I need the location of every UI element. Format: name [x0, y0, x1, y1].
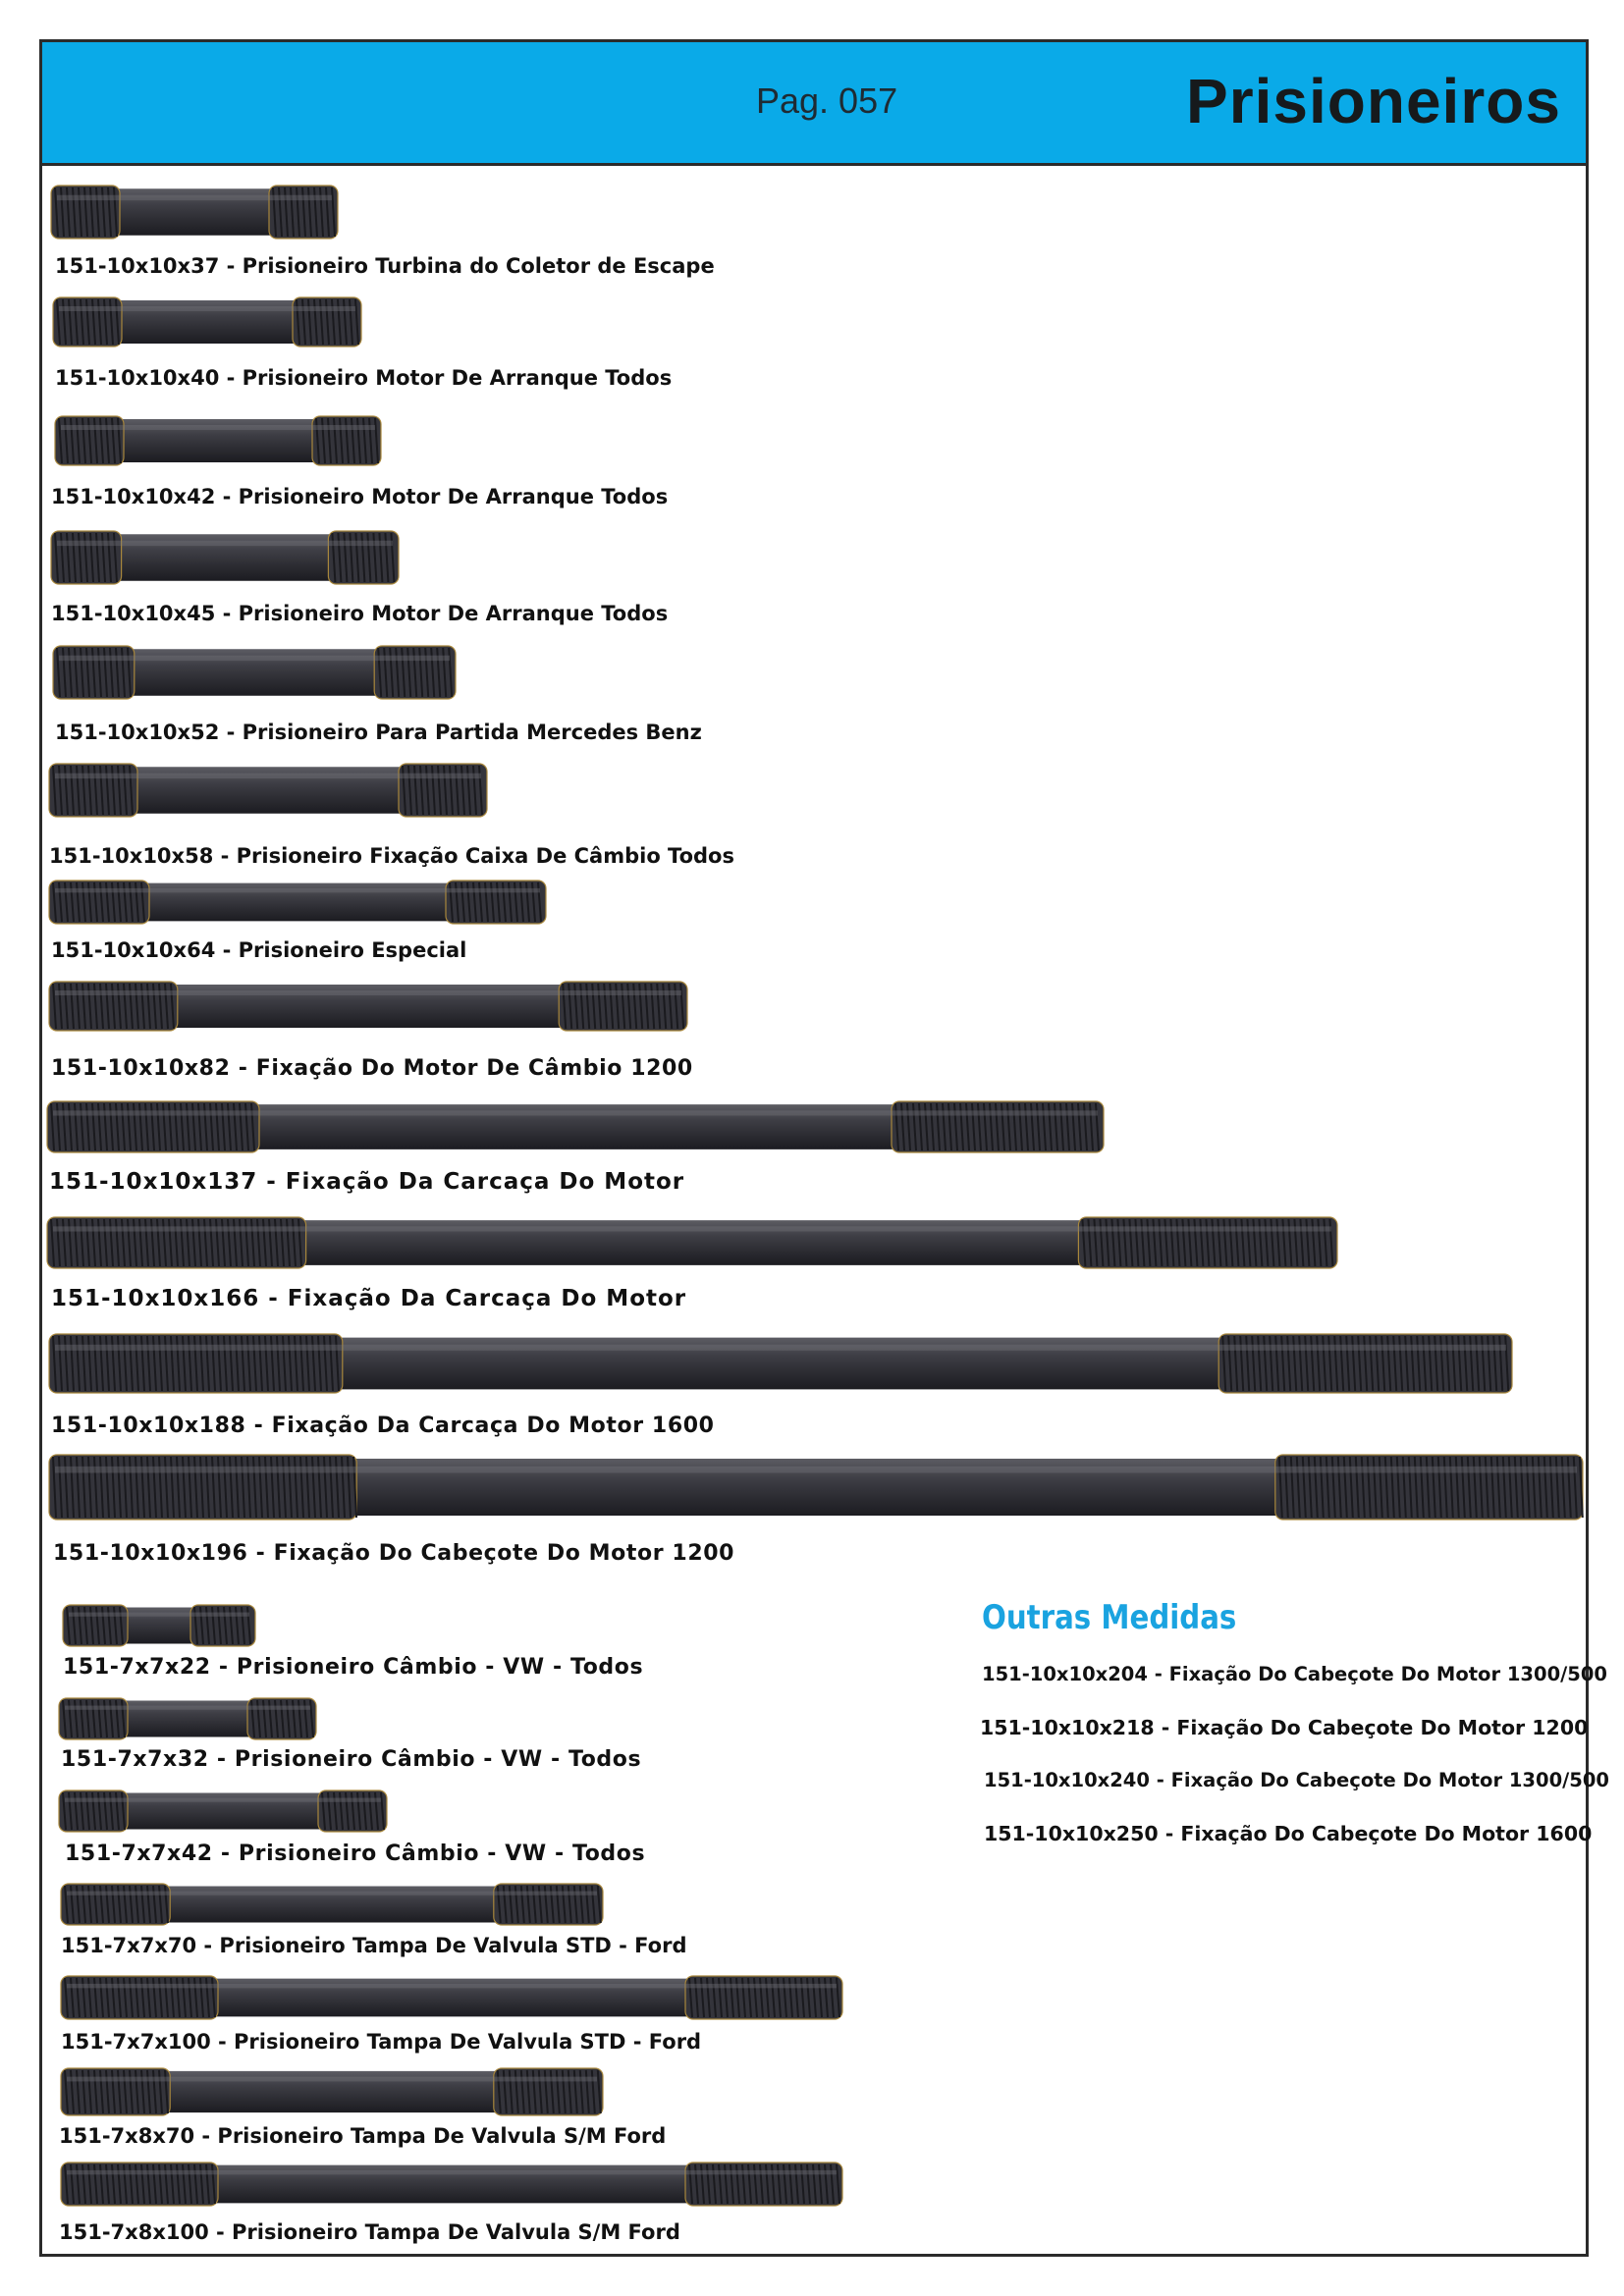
- stud-label: 151-7x7x70 - Prisioneiro Tampa De Valvula STD - Ford: [61, 1934, 687, 1957]
- stud-image: [47, 974, 689, 1039]
- stud-highlight: [55, 1345, 1506, 1351]
- stud-image: [61, 1598, 257, 1653]
- stud-label: 151-10x10x137 - Fixação Da Carcaça Do Motor: [49, 1169, 685, 1195]
- stud-label: 151-10x10x64 - Prisioneiro Especial: [51, 938, 467, 962]
- stud-image: [53, 408, 383, 473]
- stud-label: 151-7x7x42 - Prisioneiro Câmbio - VW - Todos: [65, 1842, 646, 1866]
- stud-highlight: [55, 888, 540, 892]
- stud-label: 151-10x10x188 - Fixação Da Carcaça Do Motor 1600: [51, 1414, 715, 1438]
- stud-label: 151-10x10x58 - Prisioneiro Fixação Caixa De Câmbio Todos: [49, 844, 734, 868]
- stud-highlight: [59, 656, 450, 661]
- stud-image: [47, 1325, 1514, 1402]
- stud-image: [49, 523, 401, 592]
- stud-image: [47, 756, 489, 825]
- stud-image: [51, 290, 363, 354]
- stud-highlight: [67, 1984, 837, 1988]
- stud-label: 151-7x7x22 - Prisioneiro Câmbio - VW - Todos: [63, 1655, 644, 1680]
- stud-image: [47, 1445, 1585, 1529]
- other-measure-item: 151-10x10x218 - Fixação Do Cabeçote Do Motor 1200: [980, 1716, 1589, 1739]
- stud-highlight: [67, 1892, 597, 1896]
- stud-image: [57, 1692, 318, 1745]
- stud-label: 151-7x8x70 - Prisioneiro Tampa De Valvula S/M Ford: [59, 2124, 667, 2148]
- stud-highlight: [57, 541, 393, 546]
- stud-image: [59, 2156, 844, 2213]
- stud-highlight: [59, 306, 355, 311]
- stud-highlight: [55, 774, 481, 778]
- stud-highlight: [65, 1798, 381, 1802]
- stud-image: [51, 638, 458, 707]
- stud-image: [57, 1785, 389, 1838]
- stud-highlight: [55, 990, 681, 995]
- stud-label: 151-10x10x40 - Prisioneiro Motor De Arranque Todos: [55, 366, 673, 390]
- stud-highlight: [57, 195, 332, 200]
- stud-thread: [49, 881, 149, 924]
- other-measure-item: 151-10x10x204 - Fixação Do Cabeçote Do Motor 1300/500: [982, 1663, 1607, 1685]
- page-number: Pag. 057: [756, 80, 898, 121]
- stud-highlight: [65, 1706, 310, 1710]
- stud-thread: [446, 881, 546, 924]
- stud-image: [45, 1209, 1339, 1276]
- stud-highlight: [67, 2170, 837, 2174]
- stud-highlight: [55, 1467, 1577, 1473]
- stud-highlight: [53, 1110, 1098, 1115]
- stud-label: 151-10x10x166 - Fixação Da Carcaça Do Motor: [51, 1286, 687, 1311]
- stud-image: [47, 874, 548, 931]
- stud-label: 151-10x10x196 - Fixação Do Cabeçote Do Motor 1200: [53, 1541, 735, 1566]
- stud-image: [49, 177, 340, 247]
- stud-highlight: [69, 1613, 249, 1617]
- other-measure-item: 151-10x10x250 - Fixação Do Cabeçote Do Motor 1600: [984, 1822, 1593, 1845]
- stud-image: [59, 2061, 605, 2122]
- other-measure-item: 151-10x10x240 - Fixação Do Cabeçote Do Motor 1300/500: [984, 1769, 1609, 1791]
- stud-highlight: [53, 1226, 1331, 1231]
- stud-label: 151-10x10x52 - Prisioneiro Para Partida Mercedes Benz: [55, 721, 702, 744]
- stud-highlight: [61, 425, 375, 430]
- other-measures-title: Outras Medidas: [982, 1598, 1237, 1637]
- stud-label: 151-10x10x45 - Prisioneiro Motor De Arranque Todos: [51, 602, 669, 625]
- stud-label: 151-7x7x100 - Prisioneiro Tampa De Valvula STD - Ford: [61, 2030, 702, 2054]
- stud-label: 151-7x8x100 - Prisioneiro Tampa De Valvula S/M Ford: [59, 2220, 680, 2244]
- stud-image: [59, 1969, 844, 2026]
- page-title: Prisioneiros: [1186, 66, 1561, 136]
- stud-image: [59, 1877, 605, 1932]
- stud-label: 151-10x10x82 - Fixação Do Motor De Câmbio 1200: [51, 1056, 693, 1081]
- stud-highlight: [67, 2077, 597, 2082]
- stud-image: [45, 1094, 1106, 1160]
- stud-label: 151-10x10x42 - Prisioneiro Motor De Arranque Todos: [51, 485, 669, 508]
- stud-label: 151-10x10x37 - Prisioneiro Turbina do Coletor de Escape: [55, 254, 715, 278]
- stud-label: 151-7x7x32 - Prisioneiro Câmbio - VW - Todos: [61, 1747, 642, 1772]
